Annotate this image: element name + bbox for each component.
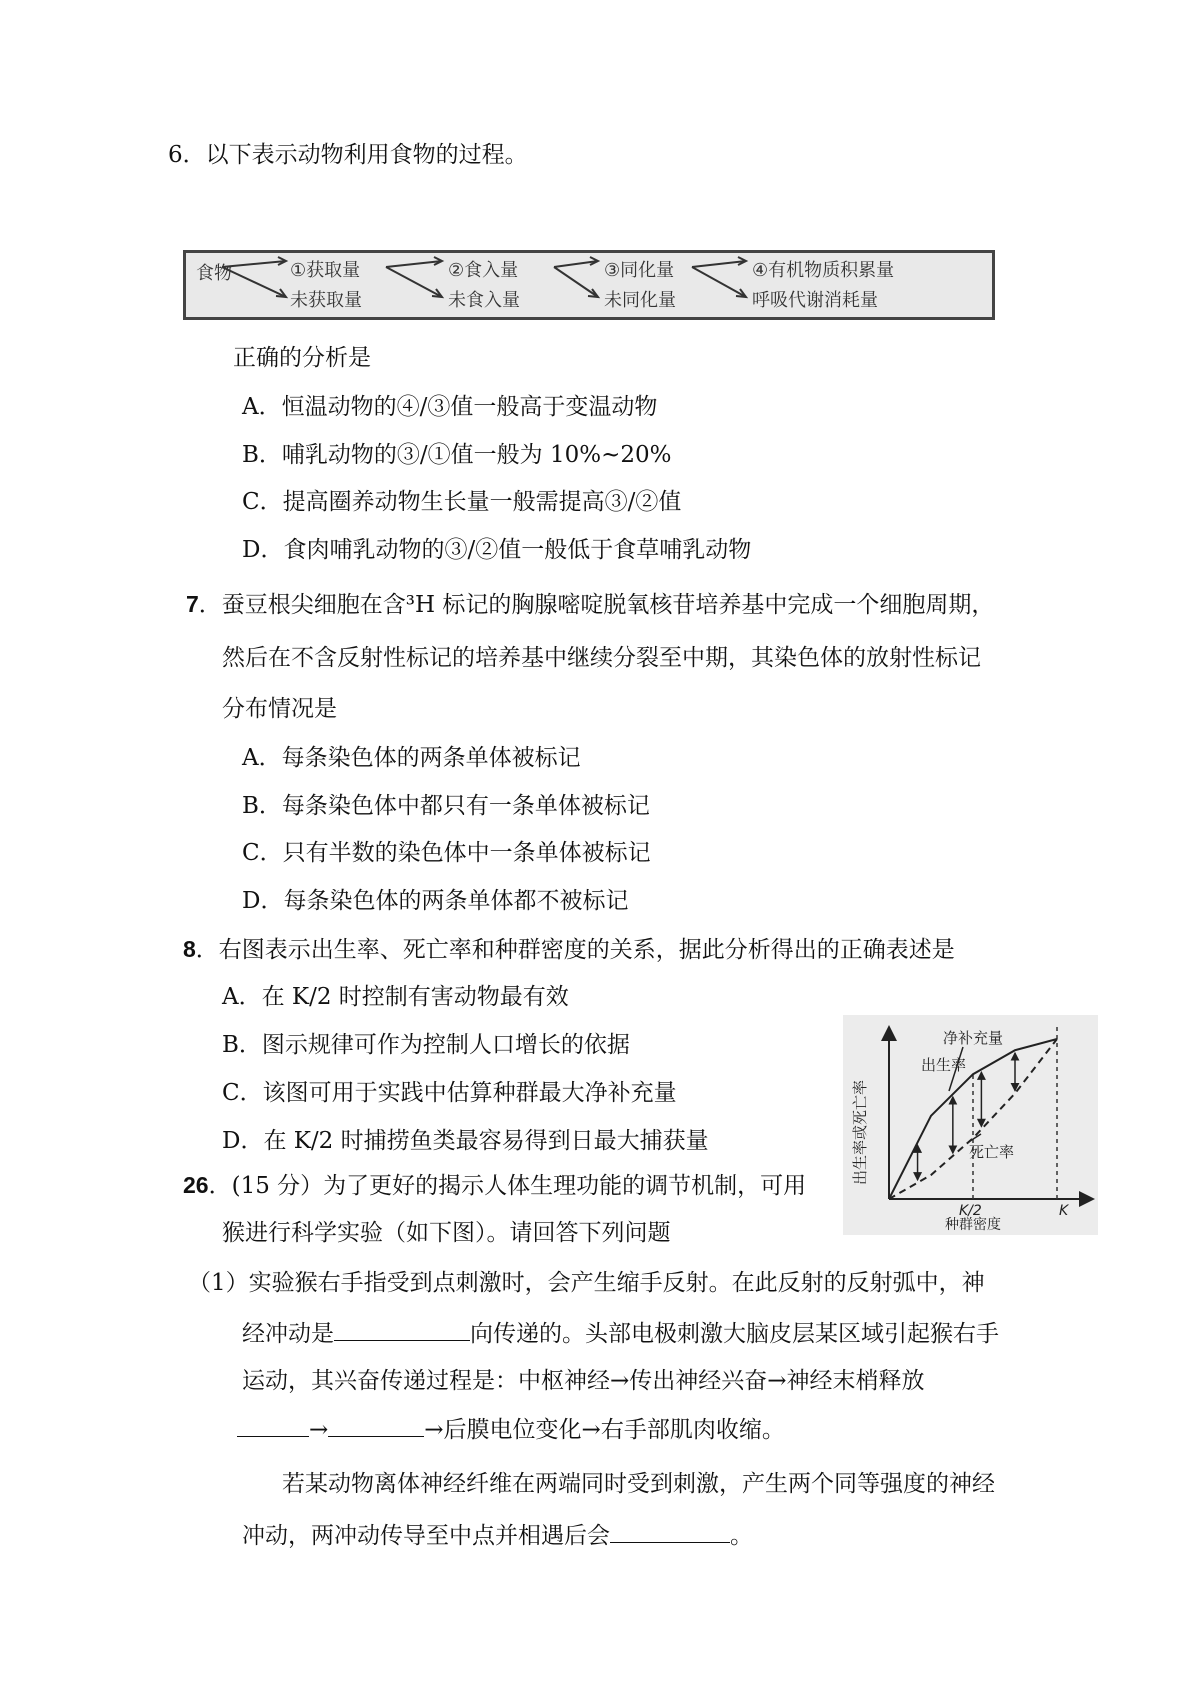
q8-stem-text: ．右图表示出生率、死亡率和种群密度的关系，据此分析得出的正确表述是: [195, 937, 955, 963]
x-axis-label: 种群密度: [945, 1217, 1001, 1233]
series-label-death: 死亡率: [969, 1143, 1015, 1161]
flow-top-2: ②食入量: [448, 260, 519, 281]
q6-prompt: 正确的分析是: [233, 345, 371, 371]
death-rate-pointer: [967, 1134, 981, 1143]
q26-stem-line-1: [183, 1170, 806, 1201]
flow-bottom-2: 未食入量: [448, 290, 520, 311]
q26-p1-line-4: [237, 1414, 785, 1445]
q7-stem-line-2: 然后在不含反射性标记的培养基中继续分裂至中期，其染色体的放射性标记: [222, 645, 981, 671]
q6-option-c: C．提高圈养动物生长量一般需提高③/②值: [242, 489, 682, 515]
q26-p1-line-2: [242, 1318, 999, 1349]
annotation-net-recruitment: 净补充量: [943, 1029, 1004, 1047]
answer-blank-1[interactable]: [334, 1318, 470, 1341]
food-flow-diagram: [183, 250, 995, 320]
q26-p2-text-2b: 。: [730, 1523, 753, 1549]
flow-top-3: ③同化量: [604, 260, 675, 281]
q7-stem-line-1: [186, 589, 994, 620]
q26-arrow-1: →: [309, 1417, 329, 1443]
x-tick-k: K: [1059, 1203, 1069, 1219]
x-tick-k-half: K/2: [959, 1203, 982, 1219]
q6-stem: 6．以下表示动物利用食物的过程。: [168, 142, 528, 168]
series-label-birth: 出生率: [921, 1056, 967, 1074]
y-axis-label: 出生率或死亡率: [851, 1079, 869, 1185]
q8-option-b: B．图示规律可作为控制人口增长的依据: [222, 1032, 630, 1058]
q26-p1-text-2b: 向传递的。头部电极刺激大脑皮层某区域引起猴右手: [470, 1321, 999, 1347]
q26-p2-line-1: 若某动物离体神经纤维在两端同时受到刺激，产生两个同等强度的神经: [282, 1471, 995, 1497]
chart-axes: [889, 1029, 1091, 1199]
flow-top-4: ④有机物质积累量: [752, 260, 895, 281]
chart-guides: [973, 1026, 1057, 1199]
q26-p2-line-2: [242, 1520, 753, 1551]
q7-number: 7: [186, 591, 199, 617]
q8-option-c: C．该图可用于实践中估算种群最大净补充量: [222, 1080, 677, 1106]
q8-option-a: A．在 K/2 时控制有害动物最有效: [222, 984, 569, 1010]
q26-number: 26: [183, 1172, 209, 1198]
q7-option-d: D．每条染色体的两条单体都不被标记: [242, 888, 629, 914]
q26-p2-text-2a: 冲动，两冲动传导至中点并相遇后会: [242, 1523, 610, 1549]
q26-p1-text-2a: 经冲动是: [242, 1321, 334, 1347]
answer-blank-3[interactable]: [328, 1414, 424, 1437]
q26-p1-line-1: （1）实验猴右手指受到点刺激时，会产生缩手反射。在此反射的反射弧中，神: [188, 1270, 985, 1296]
answer-blank-4[interactable]: [610, 1520, 730, 1543]
flow-bottom-1: 未获取量: [290, 290, 362, 311]
q6-option-a: A．恒温动物的④/③值一般高于变温动物: [242, 394, 658, 420]
q8-stem: [183, 934, 955, 965]
q26-stem-text-1: ．(15 分）为了更好的揭示人体生理功能的调节机制，可用: [208, 1173, 807, 1199]
flow-bottom-4: 呼吸代谢消耗量: [752, 290, 878, 311]
q26-p1-line-3: 运动，其兴奋传递过程是：中枢神经→传出神经兴奋→神经末梢释放: [242, 1368, 925, 1394]
flow-top-1: ①获取量: [290, 260, 361, 281]
q26-stem-line-2: 猴进行科学实验（如下图）。请回答下列问题: [222, 1220, 671, 1246]
q6-option-b: B．哺乳动物的③/①值一般为 10%~20%: [242, 442, 672, 468]
q7-option-a: A．每条染色体的两条单体被标记: [242, 745, 581, 771]
q7-stem-line-3: 分布情况是: [222, 696, 337, 722]
q7-option-b: B．每条染色体中都只有一条单体被标记: [242, 793, 650, 819]
q7-option-c: C．只有半数的染色体中一条单体被标记: [242, 840, 651, 866]
q8-option-d: D．在 K/2 时捕捞鱼类最容易得到日最大捕获量: [222, 1128, 709, 1154]
q6-option-d: D．食肉哺乳动物的③/②值一般低于食草哺乳动物: [242, 537, 752, 563]
flow-food: 食物: [196, 263, 232, 284]
q7-stem-text-1: ．蚕豆根尖细胞在含³H 标记的胸腺嘧啶脱氧核苷培养基中完成一个细胞周期，: [198, 592, 995, 618]
q8-number: 8: [183, 936, 196, 962]
flow-bottom-3: 未同化量: [604, 290, 676, 311]
birth-death-density-chart: [843, 1015, 1098, 1235]
q26-p1-text-4b: →后膜电位变化→右手部肌肉收缩。: [424, 1417, 785, 1443]
answer-blank-2[interactable]: [237, 1414, 309, 1437]
